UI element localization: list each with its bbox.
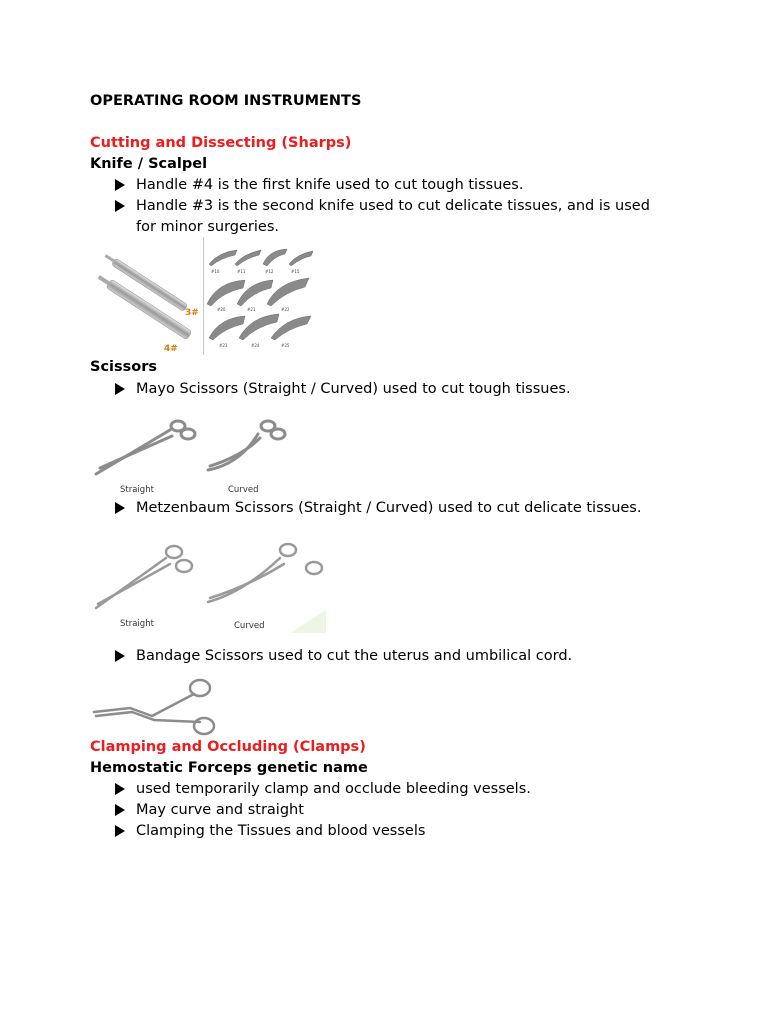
blade-label: #23 bbox=[219, 343, 228, 348]
bullet-arrow-icon bbox=[114, 498, 128, 518]
scalpel-handles-image bbox=[90, 237, 202, 357]
mayo-scissors-image bbox=[90, 404, 305, 496]
subheading-knife-scalpel: Knife / Scalpel bbox=[90, 156, 208, 172]
bandage-scissors-bullet: Bandage Scissors used to cut the uterus and umbilical cord. bbox=[136, 648, 573, 664]
handle-label-3: 3# bbox=[185, 308, 199, 318]
mayo-caption-straight: Straight bbox=[120, 485, 154, 495]
bullet-arrow-icon bbox=[114, 821, 128, 841]
blade-label: #12 bbox=[265, 269, 274, 274]
section-heading-sharps: Cutting and Dissecting (Sharps) bbox=[90, 135, 352, 151]
blade-label: #25 bbox=[281, 343, 290, 348]
knife-bullet-1: Handle #4 is the first knife used to cut tough tissues. bbox=[136, 177, 524, 193]
blade-label: #15 bbox=[291, 269, 300, 274]
knife-bullet-2: Handle #3 is the second knife used to cut delicate tissues, and is used bbox=[136, 198, 650, 214]
bullet-arrow-icon bbox=[114, 196, 128, 216]
bullet-arrow-icon bbox=[114, 800, 128, 820]
bullet-arrow-icon bbox=[114, 646, 128, 666]
forceps-bullet-1: used temporarily clamp and occlude bleeding vessels. bbox=[136, 781, 531, 797]
bullet-arrow-icon bbox=[114, 379, 128, 399]
metz-caption-curved: Curved bbox=[234, 621, 265, 631]
blade-label: #11 bbox=[237, 269, 246, 274]
blade-label: #21 bbox=[247, 307, 256, 312]
subheading-hemostatic-forceps: Hemostatic Forceps genetic name bbox=[90, 760, 368, 776]
doc-title: OPERATING ROOM INSTRUMENTS bbox=[90, 93, 362, 109]
blade-label: #22 bbox=[281, 307, 290, 312]
handle-label-4: 4# bbox=[164, 344, 178, 354]
metzenbaum-scissors-image bbox=[90, 538, 326, 633]
subheading-scissors: Scissors bbox=[90, 359, 158, 375]
forceps-bullet-3: Clamping the Tissues and blood vessels bbox=[136, 823, 426, 839]
blade-label: #20 bbox=[217, 307, 226, 312]
blade-label: #10 bbox=[211, 269, 220, 274]
figure-divider bbox=[203, 237, 204, 355]
section-heading-clamps: Clamping and Occluding (Clamps) bbox=[90, 739, 366, 755]
bullet-arrow-icon bbox=[114, 779, 128, 799]
blade-label: #24 bbox=[251, 343, 260, 348]
mayo-scissors-bullet: Mayo Scissors (Straight / Curved) used to cut tough tissues. bbox=[136, 381, 571, 397]
knife-bullet-2-continued: for minor surgeries. bbox=[136, 219, 279, 235]
metz-caption-straight: Straight bbox=[120, 619, 154, 629]
mayo-caption-curved: Curved bbox=[228, 485, 259, 495]
bandage-scissors-image bbox=[90, 676, 218, 738]
metzenbaum-scissors-bullet: Metzenbaum Scissors (Straight / Curved) used to cut delicate tissues. bbox=[136, 500, 642, 516]
bullet-arrow-icon bbox=[114, 175, 128, 195]
scalpel-blades-image bbox=[205, 240, 320, 354]
forceps-bullet-2: May curve and straight bbox=[136, 802, 304, 818]
